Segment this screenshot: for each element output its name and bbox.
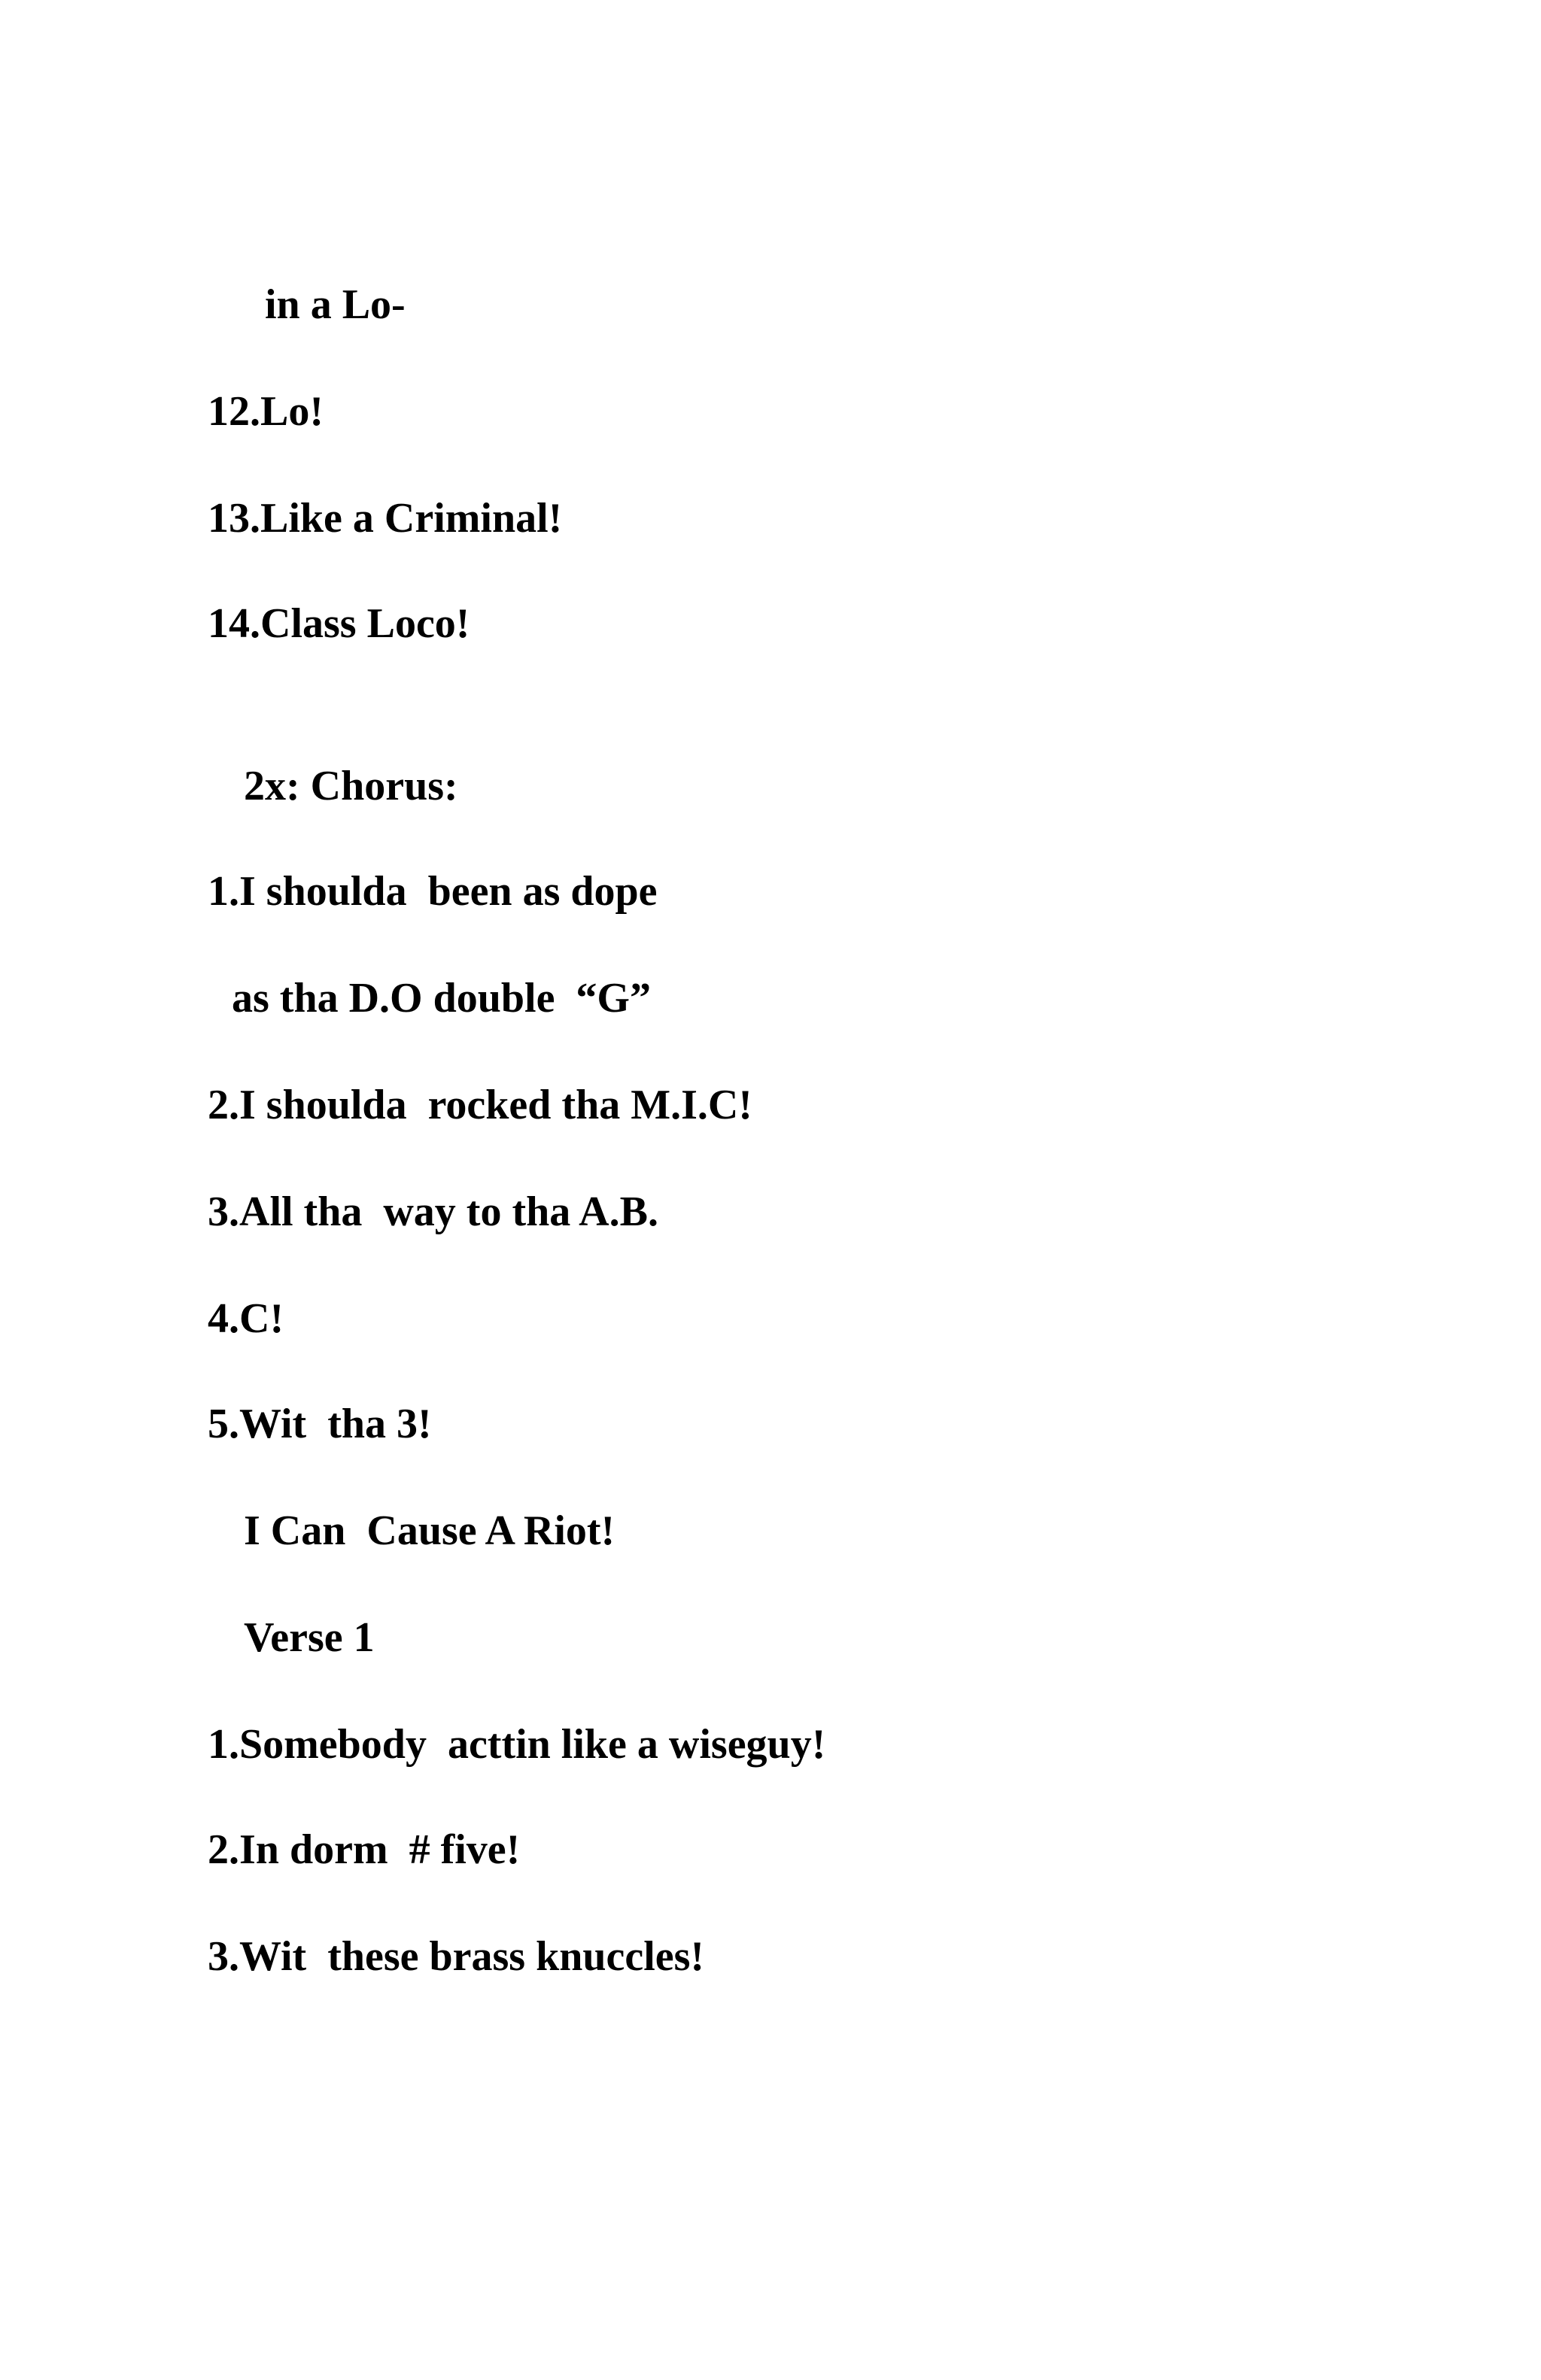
section-heading: 2x: Chorus: [244,763,458,809]
lyric-line: 3.All tha way to tha A.B. [208,1188,658,1235]
lyric-line: 2.In dorm # five! [208,1826,521,1873]
section-heading: Verse 1 [244,1614,375,1661]
lyric-line: in a Lo- [265,281,406,328]
lyric-line: 4.C! [208,1295,284,1342]
lyric-line: 12.Lo! [208,388,324,435]
lyric-line: 14.Class Loco! [208,600,470,647]
lyric-line: 5.Wit tha 3! [208,1401,432,1447]
lyric-line: 13.Like a Criminal! [208,495,563,542]
lyric-line: as tha D.O double “G” [232,975,651,1022]
lyric-line: 2.I shoulda rocked tha M.I.C! [208,1082,752,1128]
lyric-line: 1.Somebody acttin like a wiseguy! [208,1721,826,1768]
lyric-line: 3.Wit these brass knuccles! [208,1933,705,1980]
lyric-line: 1.I shoulda been as dope [208,868,658,915]
section-heading: I Can Cause A Riot! [244,1507,615,1554]
